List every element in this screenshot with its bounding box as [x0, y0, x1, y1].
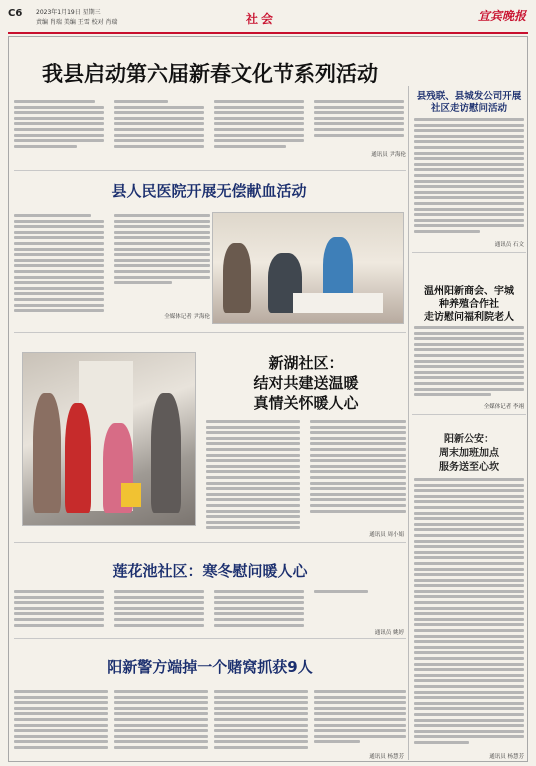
blood-byline: 全媒体记者 尹海伦 [164, 314, 210, 320]
xinhu-headline-1: 新湖社区： [268, 354, 344, 372]
volunteer-figure [65, 403, 91, 513]
xinhu-story-body [206, 420, 406, 532]
right3-headline-2: 周末加班加点 [439, 448, 499, 459]
masthead [8, 6, 528, 34]
woman-figure [151, 393, 181, 513]
right2-byline: 全媒体记者 李翊 [483, 404, 524, 410]
right2-headline-2: 种养殖合作社 [439, 299, 499, 310]
table [293, 293, 383, 313]
divider [14, 332, 406, 333]
lianhuachi-story-body [14, 590, 406, 630]
lianhuachi-byline: 通讯员 姚婷 [374, 630, 404, 636]
brand-logo: 宜宾晚报 [478, 9, 527, 23]
right1-story-body [414, 118, 524, 236]
police-byline: 通讯员 杨慧芳 [369, 754, 404, 760]
section-title: 社会 [246, 12, 277, 26]
main-story-byline: 通讯员 尹海伦 [371, 152, 406, 158]
right1-byline: 通讯员 石文 [494, 242, 524, 248]
right2-headline-1: 温州阳新商会、宇城 [424, 286, 514, 297]
blood-story-body [14, 214, 210, 318]
right1-headline-2: 社区走访慰问活动 [430, 103, 507, 114]
blood-donation-photo [212, 212, 404, 324]
divider [412, 252, 526, 253]
masthead-rule [8, 32, 528, 34]
column-divider [408, 86, 409, 760]
right3-story-body [414, 478, 524, 748]
divider [14, 542, 406, 543]
main-story-body [14, 100, 406, 170]
editors-credit: 责编 肖瑞 美编 王雪 校对 肖瑞 [36, 19, 118, 26]
divider [14, 638, 406, 639]
issue-date: 2023年1月19日 星期三 [36, 9, 101, 16]
lianhuachi-headline: 莲花池社区：寒冬慰问暖人心 [112, 562, 308, 580]
police-story-body [14, 690, 406, 756]
blood-headline: 县人民医院开展无偿献血活动 [111, 182, 307, 200]
right1-headline-1: 县残联、县城发公司开展 [416, 91, 522, 102]
xinhu-community-photo [22, 352, 196, 526]
divider [412, 414, 526, 415]
right2-story-body [414, 326, 524, 396]
right3-byline: 通讯员 杨慧芳 [489, 754, 524, 760]
right3-headline-3: 服务送至心坎 [439, 462, 499, 473]
xinhu-byline: 通讯员 周小娟 [369, 532, 404, 538]
person-figure [223, 243, 251, 313]
main-headline: 我县启动第六届新春文化节系列活动 [42, 62, 378, 86]
police-headline: 阳新警方端掉一个赌窝抓获9人 [107, 658, 313, 676]
elder-figure [33, 393, 61, 513]
xinhu-headline-3: 真情关怀暖人心 [253, 394, 359, 412]
right2-headline-3: 走访慰问福利院老人 [424, 312, 514, 323]
right3-headline-1: 阳新公安： [444, 434, 494, 445]
page-number: C6 [8, 8, 23, 19]
xinhu-headline-2: 结对共建送温暖 [253, 374, 359, 392]
divider [14, 170, 406, 171]
gift-box [121, 483, 141, 507]
